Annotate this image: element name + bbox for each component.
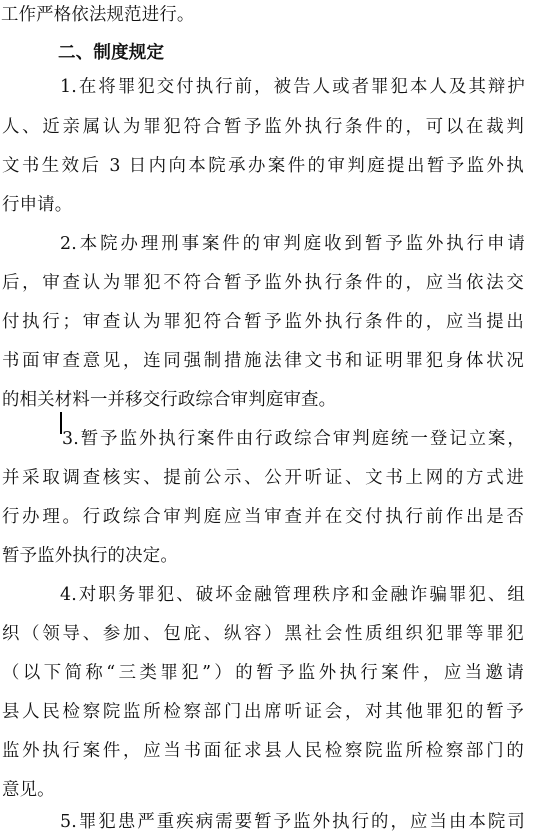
paragraph-line: 3.暂予监外执行案件由行政综合审判庭统一登记立案， bbox=[62, 429, 525, 449]
paragraph-line: 并采取调查核实、提前公示、公开听证、文书上网的方式进 bbox=[2, 468, 524, 488]
paragraph-line: 5.罪犯患严重疾病需要暂予监外执行的，应当由本院司 bbox=[60, 812, 525, 832]
paragraph-line: 文书生效后 3 日内向本院承办案件的审判庭提出暂予监外执 bbox=[2, 156, 524, 176]
paragraph-line: 付执行；审查认为罪犯符合暂予监外执行条件的，应当提出 bbox=[2, 312, 524, 332]
paragraph-line: 4.对职务罪犯、破坏金融管理秩序和金融诈骗罪犯、组 bbox=[60, 585, 525, 605]
paragraph-line: 的相关材料一并移交行政综合审判庭审查。 bbox=[2, 390, 337, 410]
paragraph-line: 行办理。行政综合审判庭应当审查并在交付执行前作出是否 bbox=[2, 507, 524, 527]
section-heading: 二、制度规定 bbox=[58, 43, 165, 63]
paragraph-line: 县人民检察院监所检察部门出席听证会，对其他罪犯的暂予 bbox=[2, 702, 524, 722]
paragraph-line: 织（领导、参加、包庇、纵容）黑社会性质组织犯罪等罪犯 bbox=[2, 624, 524, 644]
paragraph-line: 书面审查意见，连同强制措施法律文书和证明罪犯身体状况 bbox=[2, 351, 524, 371]
paragraph-line: 工作严格依法规范进行。 bbox=[1, 5, 195, 25]
paragraph-line: 2.本院办理刑事案件的审判庭收到暂予监外执行申请 bbox=[60, 234, 525, 254]
paragraph-line: 后，审查认为罪犯不符合暂予监外执行条件的，应当依法交 bbox=[2, 273, 524, 293]
paragraph-line: 人、近亲属认为罪犯符合暂予监外执行条件的，可以在裁判 bbox=[2, 117, 524, 137]
paragraph-line: （以下简称“三类罪犯”）的暂予监外执行案件，应当邀请 bbox=[2, 663, 524, 683]
paragraph-line: 意见。 bbox=[2, 780, 55, 800]
paragraph-line: 监外执行案件，应当书面征求县人民检察院监所检察部门的 bbox=[2, 741, 524, 761]
paragraph-line: 1.在将罪犯交付执行前，被告人或者罪犯本人及其辩护 bbox=[60, 77, 525, 97]
paragraph-line: 暂予监外执行的决定。 bbox=[2, 546, 178, 566]
paragraph-line: 行申请。 bbox=[2, 195, 73, 215]
